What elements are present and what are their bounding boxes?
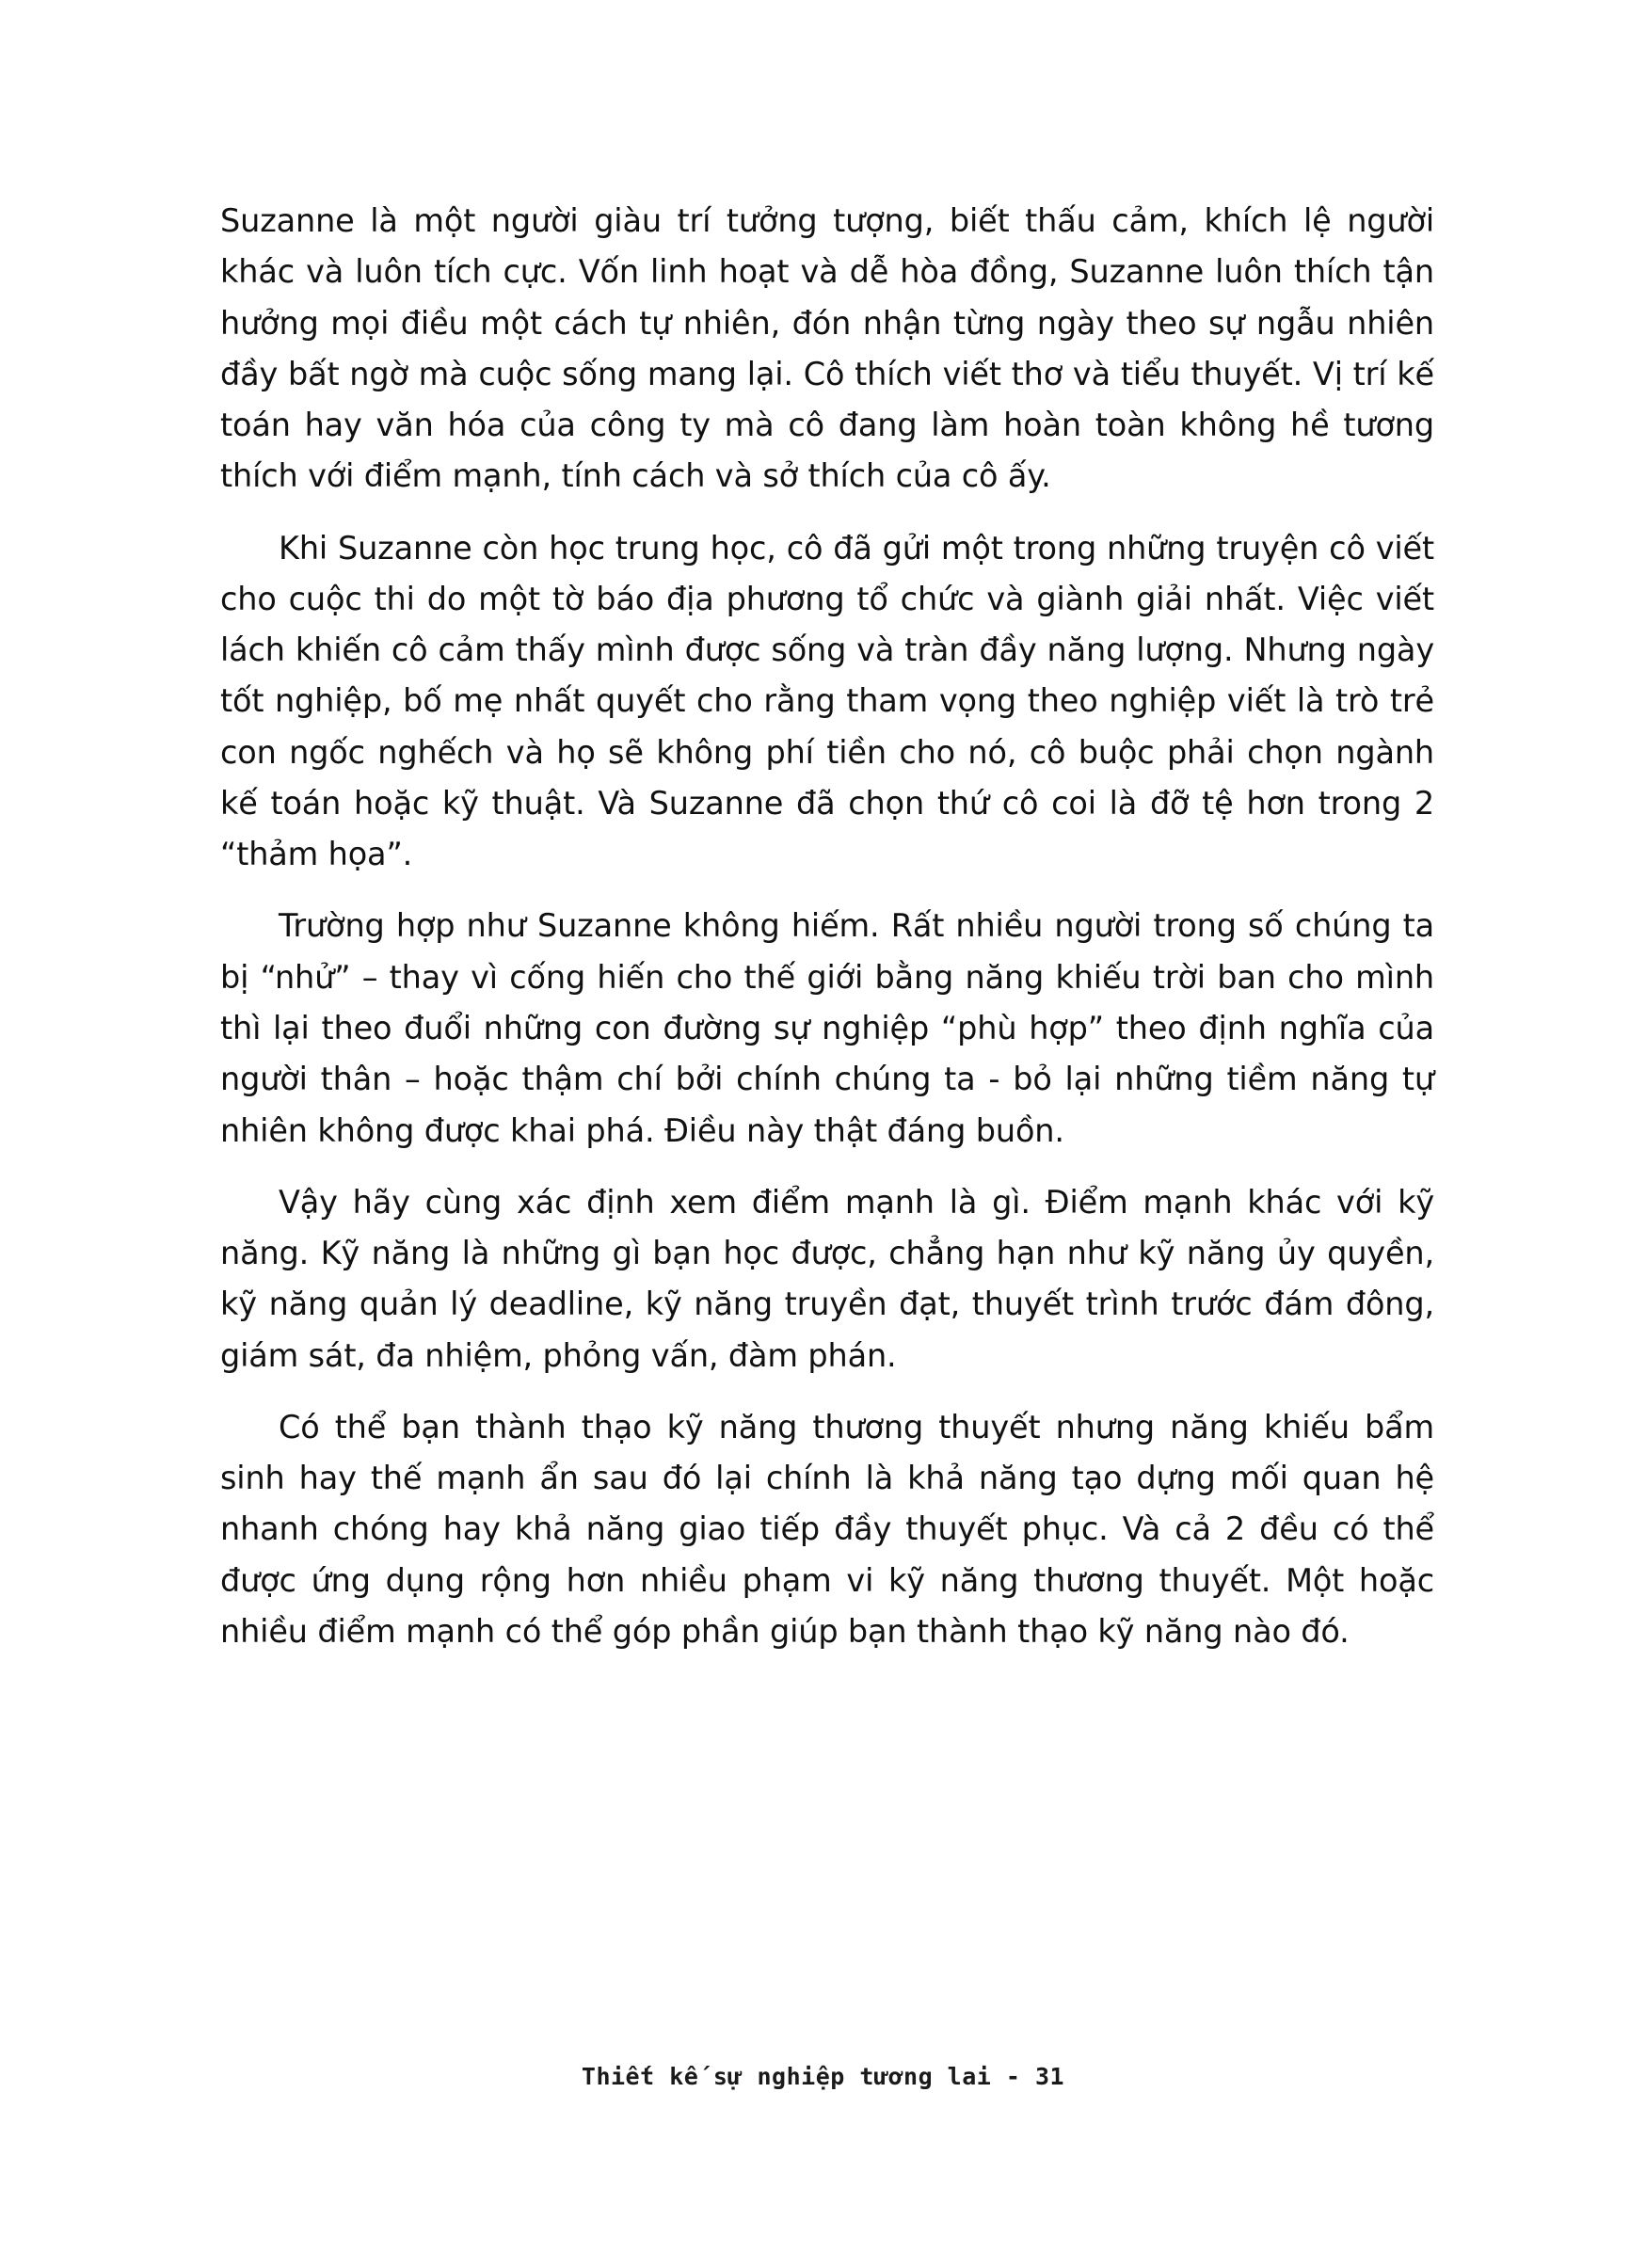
- paragraph-3: Trường hợp như Suzanne không hiếm. Rất nhiều người trong số chúng ta bị “nhử” – thay vì cống hiến cho thế giới bằng năng khiếu trời ban cho mình thì lại theo đuổi những con đường sự nghiệp “phù hợp” theo định nghĩa của người thân – hoặc thậm chí bởi chính chúng ta - bỏ lại những tiềm năng tự nhiên không được khai phá. Điều này thật đáng buồn.: [220, 907, 1434, 1149]
- paragraph-1: Suzanne là một người giàu trí tưởng tượng, biết thấu cảm, khích lệ người khác và luôn tích cực. Vốn linh hoạt và dễ hòa đồng, Suzanne luôn thích tận hưởng mọi điều một cách tự nhiên, đón nhận từng ngày theo sự ngẫu nhiên đầy bất ngờ mà cuộc sống mang lại. Cô thích viết thơ và tiểu thuyết. Vị trí kế toán hay văn hóa của công ty mà cô đang làm hoàn toàn không hề tương thích với điểm mạnh, tính cách và sở thích của cô ấy.: [220, 202, 1434, 495]
- body-text-column: [220, 196, 1434, 1667]
- paragraph-2: Khi Suzanne còn học trung học, cô đã gửi một trong những truyện cô viết cho cuộc thi do một tờ báo địa phương tổ chức và giành giải nhất. Việc viết lách khiến cô cảm thấy mình được sống và tràn đầy năng lượng. Nhưng ngày tốt nghiệp, bố mẹ nhất quyết cho rằng tham vọng theo nghiệp viết là trò trẻ con ngốc nghếch và họ sẽ không phí tiền cho nó, cô buộc phải chọn ngành kế toán hoặc kỹ thuật. Và Suzanne đã chọn thứ cô coi là đỡ tệ hơn trong 2 “thảm họa”.: [220, 529, 1434, 873]
- paragraph-4: Vậy hãy cùng xác định xem điểm mạnh là gì. Điểm mạnh khác với kỹ năng. Kỹ năng là những gì bạn học được, chẳng hạn như kỹ năng ủy quyền, kỹ năng quản lý deadline, kỹ năng truyền đạt, thuyết trình trước đám đông, giám sát, đa nhiệm, phỏng vấn, đàm phán.: [220, 1183, 1434, 1374]
- page-footer: Thiết kế sự nghiệp tương lai - 31: [581, 2063, 1065, 2090]
- paragraph-5: Có thể bạn thành thạo kỹ năng thương thuyết nhưng năng khiếu bẩm sinh hay thế mạnh ẩn sau đó lại chính là khả năng tạo dựng mối quan hệ nhanh chóng hay khả năng giao tiếp đầy thuyết phục. Và cả 2 đều có thể được ứng dụng rộng hơn nhiều phạm vi kỹ năng thương thuyết. Một hoặc nhiều điểm mạnh có thể góp phần giúp bạn thành thạo kỹ năng nào đó.: [220, 1408, 1434, 1650]
